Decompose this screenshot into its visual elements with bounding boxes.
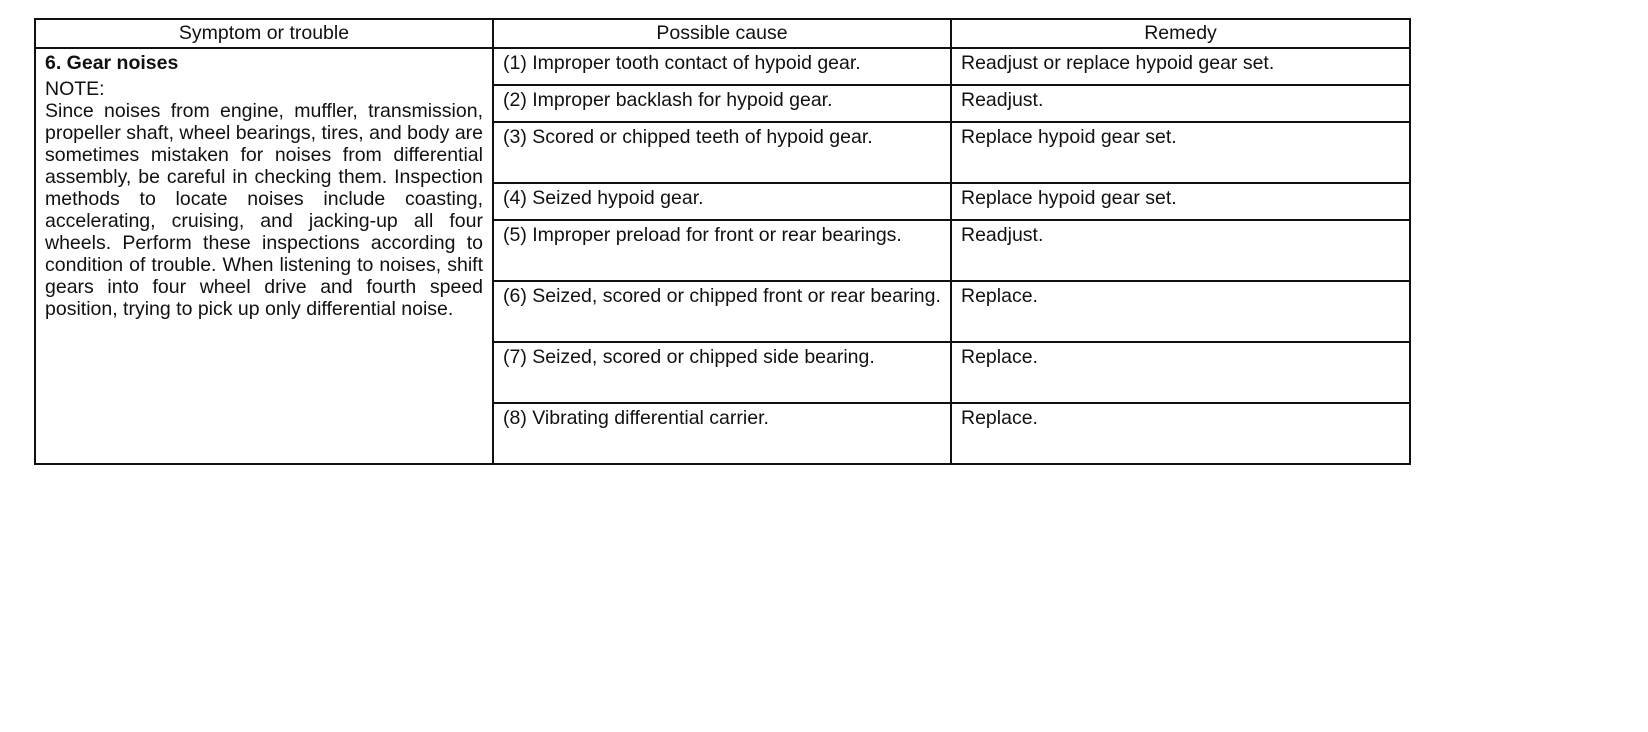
cause-cell: (1) Improper tooth contact of hypoid gear. — [493, 48, 951, 85]
table-row — [35, 48, 1410, 85]
remedy-cell: Replace. — [951, 281, 1410, 342]
cause-cell: (3) Scored or chipped teeth of hypoid gear. — [493, 122, 951, 183]
cause-cell: (5) Improper preload for front or rear bearings. — [493, 220, 951, 281]
troubleshooting-table — [34, 18, 1411, 465]
cause-cell: (8) Vibrating differential carrier. — [493, 403, 951, 464]
cause-cell: (4) Seized hypoid gear. — [493, 183, 951, 220]
note-label: NOTE: — [45, 78, 105, 100]
remedy-cell: Replace hypoid gear set. — [951, 122, 1410, 183]
remedy-cell: Readjust. — [951, 220, 1410, 281]
remedy-cell: Readjust or replace hypoid gear set. — [951, 48, 1410, 85]
symptom-title: 6. Gear noises — [45, 52, 179, 74]
remedy-cell: Replace hypoid gear set. — [951, 183, 1410, 220]
note-text: Since noises from engine, muffler, transmission, propeller shaft, wheel bearings, tires, and body are sometimes mistaken for noises from differential assembly, be careful in checking them. Inspection methods to locate noises include coasting, accelerating, cruising, and jacking-up all four wheels. Perform these inspections according to condition of trouble. When listening to noises, shift gears into four wheel drive and fourth speed position, trying to pick up only differential noise. — [45, 100, 483, 320]
header-row — [35, 19, 1410, 48]
cause-cell: (2) Improper backlash for hypoid gear. — [493, 85, 951, 122]
remedy-cell: Readjust. — [951, 85, 1410, 122]
cause-cell: (6) Seized, scored or chipped front or rear bearing. — [493, 281, 951, 342]
remedy-cell: Replace. — [951, 342, 1410, 403]
header-symptom: Symptom or trouble — [35, 19, 493, 48]
symptom-cell — [35, 48, 493, 464]
header-remedy: Remedy — [951, 19, 1410, 48]
cause-cell: (7) Seized, scored or chipped side bearing. — [493, 342, 951, 403]
header-cause: Possible cause — [493, 19, 951, 48]
remedy-cell: Replace. — [951, 403, 1410, 464]
